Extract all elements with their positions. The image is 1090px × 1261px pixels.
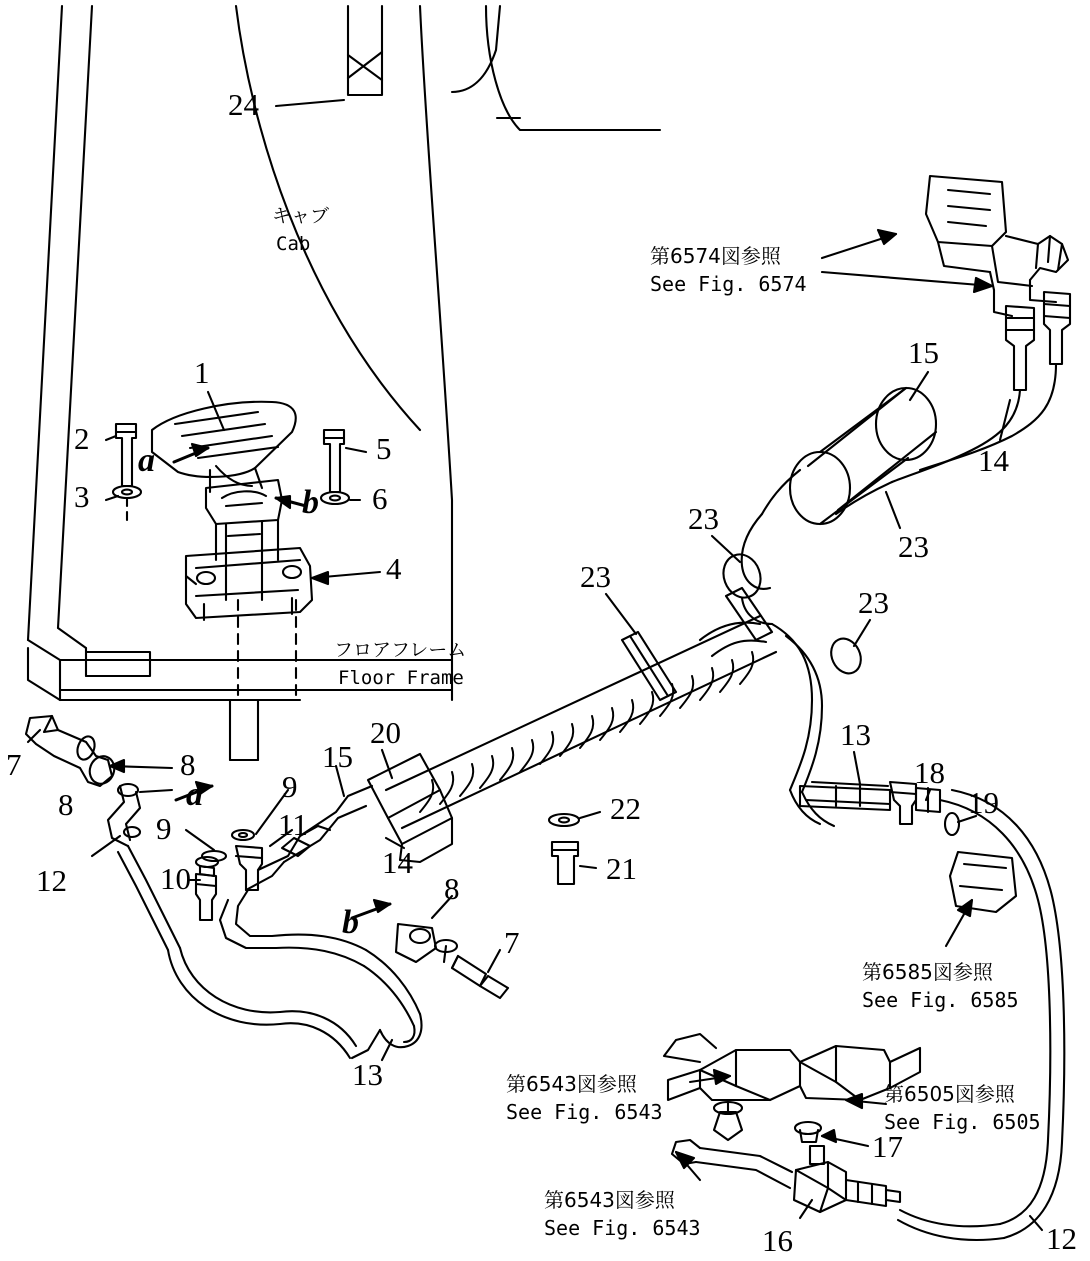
- cab-label-jp: キャブ: [272, 205, 330, 227]
- callout-11: 11: [278, 807, 308, 842]
- callout-13-right: 13: [840, 717, 871, 752]
- floor-frame-label-jp: フロアフレーム: [334, 639, 467, 661]
- callout-9-b: 9: [156, 811, 172, 846]
- callout-21: 21: [606, 851, 637, 886]
- callout-12-left: 12: [36, 863, 67, 898]
- ref-6543-bottom-jp: 第6543図参照: [544, 1188, 675, 1212]
- callout-1: 1: [194, 355, 210, 390]
- cab-label-en: Cab: [276, 233, 311, 255]
- callout-4: 4: [386, 551, 402, 586]
- callout-23-a: 23: [688, 501, 719, 536]
- callout-8-c: 8: [444, 871, 460, 906]
- ref-6505-en: See Fig. 6505: [884, 1110, 1041, 1134]
- detail-mark-a-lower: a: [186, 776, 203, 813]
- callout-13-lower-left: 13: [352, 1057, 383, 1092]
- callout-15-bottom: 15: [322, 739, 353, 774]
- detail-mark-a-upper: a: [138, 442, 155, 479]
- callout-23-c: 23: [580, 559, 611, 594]
- ref-6543-left-jp: 第6543図参照: [506, 1072, 637, 1096]
- callout-23-d: 23: [858, 585, 889, 620]
- callout-8-a: 8: [180, 747, 196, 782]
- callout-3: 3: [74, 479, 90, 514]
- ref-6543-bottom-en: See Fig. 6543: [544, 1216, 701, 1240]
- ref-6574-en: See Fig. 6574: [650, 272, 807, 296]
- ref-6585-en: See Fig. 6585: [862, 988, 1019, 1012]
- callout-10: 10: [160, 861, 191, 896]
- callout-7-lower: 7: [504, 925, 520, 960]
- ref-6574-jp: 第6574図参照: [650, 244, 781, 268]
- ref-6505-jp: 第6505図参照: [884, 1082, 1015, 1106]
- callout-24: 24: [228, 87, 259, 122]
- callout-19: 19: [968, 785, 999, 820]
- detail-mark-b-upper: b: [302, 484, 319, 521]
- callout-2: 2: [74, 421, 90, 456]
- callout-15-top: 15: [908, 335, 939, 370]
- callout-16: 16: [762, 1223, 793, 1258]
- callout-12-right: 12: [1046, 1221, 1077, 1256]
- callout-20: 20: [370, 715, 401, 750]
- callout-14-top: 14: [978, 443, 1009, 478]
- detail-mark-b-lower: b: [342, 904, 359, 941]
- callout-17: 17: [872, 1129, 903, 1164]
- callout-14-bottom: 14: [382, 845, 413, 880]
- callout-8-b: 8: [58, 787, 74, 822]
- callout-6: 6: [372, 481, 388, 516]
- ref-6543-left-en: See Fig. 6543: [506, 1100, 663, 1124]
- callout-23-b: 23: [898, 529, 929, 564]
- callout-18: 18: [914, 755, 945, 790]
- callout-9-a: 9: [282, 769, 298, 804]
- callout-5: 5: [376, 431, 392, 466]
- floor-frame-label-en: Floor Frame: [338, 667, 464, 689]
- callout-7-left: 7: [6, 747, 22, 782]
- callout-22: 22: [610, 791, 641, 826]
- ref-6585-jp: 第6585図参照: [862, 960, 993, 984]
